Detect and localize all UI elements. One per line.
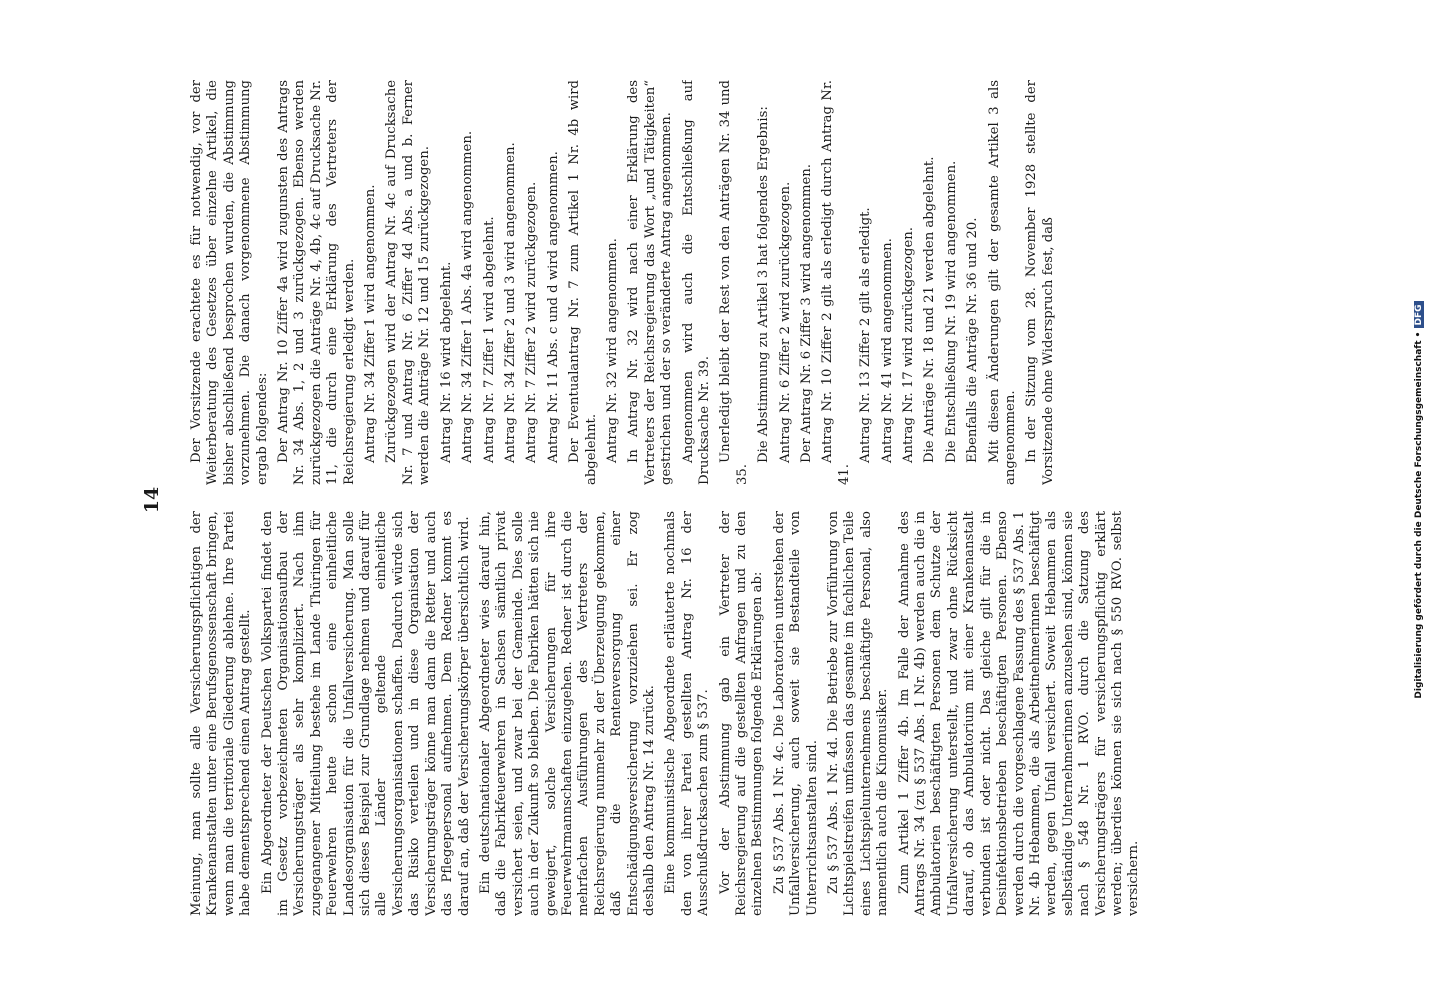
paragraph: Die Abstimmung zu Artikel 3 hat folgendes Ergebnis: — [756, 106, 772, 463]
paragraph: Antrag Nr. 7 Ziffer 2 wird zurückgezogen. — [524, 181, 540, 463]
paragraph: Meinung, man sollte alle Versicherungspflichtigen der Krankenanstalten unter eine Berufsgenossenschaft bringen, wenn man die territoriale Gliederung ablehne. Ihre Partei habe dementsprechend einen Antrag gestellt. — [189, 511, 254, 916]
paragraph: Antrag Nr. 7 Ziffer 1 wird abgelehnt. — [481, 216, 497, 463]
rotated-document-page — [117, 70, 1317, 930]
paragraph: Der Antrag Nr. 6 Ziffer 3 wird angenommen. — [799, 164, 814, 463]
paragraph: Eine kommunistische Abgeordnete erläuterte nochmals den von ihrer Partei gestellten Antrag Nr. 16 der Ausschußdrucksachen zum § 537. — [663, 511, 712, 916]
paragraph: Ein Abgeordneter der Deutschen Volkspartei findet den im Gesetz vorbezeichneten Organisationsaufbau der Versicherungsträger als sehr kompliziert. Nach ihm zugegangener Mitteilung bestehe im Lande Thüringen für Feuerwehren heute schon eine einheitliche Landesorganisation für die Unfallversicherung. Man solle sich dieses Beispiel zur Grundlage nehmen und darauf für alle Länder geltende einheitliche Versicherungsorganisationen schaffen. Dadurch würde sich das Risiko verteilen und in diese Organisation der Versicherungsträger könne man dann die Retter und auch das Pflegepersonal aufnehmen. Dem Redner kommt es darauf an, daß der Versicherungskörper übersichtlich wird. — [259, 511, 472, 916]
paragraph: Antrag Nr. 13 Ziffer 2 gilt als erledigt. — [858, 207, 874, 463]
paragraph: Unerledigt bleibt der Rest von den Anträgen Nr. 34 und 35. — [718, 80, 750, 485]
paragraph: Ebenfalls die Anträge Nr. 36 und 20. — [965, 217, 981, 463]
paragraph: Zum Artikel 1 Ziffer 4b. Im Falle der Annahme des Antrags Nr. 34 (zu § 537 Abs. 1 Nr. 4b) werden auch die in Ambulatorien beschäftigten Personen dem Schutze der Unfallversicherung unterstellt, und zwar ohne Rücksicht darauf, ob das Ambulatorium mit einer Krankenanstalt verbunden ist oder nicht. Das gleiche gilt für die in Desinfektionsbetrieben beschäftigten Personen. Ebenso werden durch die vorgeschlagene Fassung des § 537 Abs. 1 Nr. 4b Hebammen, die als Arbeitnehmerinnen beschäftigt werden, gegen Unfall versichert. Soweit Hebammen als selbständige Unternehmerinnen anzusehen sind, können sie nach § 548 Nr. 1 RVO. durch die Satzung des Versicherungsträgers für versicherungspflichtig erklärt werden; überdies können sie sich nach § 550 RVO. selbst versichern. — [896, 511, 1142, 916]
paragraph: Die Anträge Nr. 18 und 21 werden abgelehnt. — [922, 156, 938, 463]
paragraph: Zurückgezogen wird der Antrag Nr. 4c auf Drucksache Nr. 7 und Antrag Nr. 6 Ziffer 4d Abs. a und b. Ferner werden die Anträge Nr. 12 und 15 zurückgezogen. — [384, 80, 433, 485]
paragraph: Zu § 537 Abs. 1 Nr. 4c. Die Laboratorien unterstehen der Unfallversicherung, auch soweit sie Bestandteile von Unterrichtsanstalten sind. — [771, 511, 820, 916]
page-number: 14 — [141, 486, 163, 514]
paragraph: Der Antrag Nr. 10 Ziffer 4a wird zugunsten des Antrags Nr. 34 Abs. 1, 2 und 3 zurückgezogen. Ebenso werden zurückgezogen die Anträge Nr. 4, 4b, 4c auf Drucksache Nr. 11, die durch eine Erklärung des Vertreters der Reichsregierung erledigt werden. — [276, 80, 357, 485]
digitization-credit — [1414, 140, 1428, 860]
paragraph: Vor der Abstimmung gab ein Vertreter der Reichsregierung auf die gestellten Anfragen und zu den einzelnen Bestimmungen folgende Erklärungen ab: — [717, 511, 766, 916]
dfg-logo: DFG — [1414, 301, 1424, 328]
paragraph: Der Eventualantrag Nr. 7 zum Artikel 1 Nr. 4b wird abgelehnt. — [567, 80, 599, 485]
right-text-column — [189, 80, 1299, 485]
paragraph: Antrag Nr. 16 wird abgelehnt. — [438, 261, 454, 463]
paragraph: Die Entschließung Nr. 19 wird angenommen. — [943, 160, 959, 463]
paragraph: Antrag Nr. 17 wird zurückgezogen. — [901, 227, 917, 463]
paragraph: Zu § 537 Abs. 1 Nr. 4d. Die Betriebe zur Vorführung von Lichtspielstreifen umfassen das gesamte im fachlichen Teile eines Lichtspielunternehmens beschäftigte Personal, also namentlich auch die Kinomusiker. — [826, 511, 891, 916]
paragraph: Ein deutschnationaler Abgeordneter wies darauf hin, daß die Fabrikfeuerwehren in Sachsen sämtlich privat versichert seien, und zwar bei der Gemeinde. Dies solle auch in der Zukunft so bleiben. Die Fabriken hätten sich nie geweigert, solche Versicherungen für ihre Feuerwehrmannschaften einzugehen. Redner ist durch die mehrfachen Ausführungen des Vertreters der Reichsregierung nunmehr zu der Überzeugung gekommen, daß die Rentenversorgung einer Entschädigungsversicherung vorzuziehen sei. Er zog deshalb den Antrag Nr. 14 zurück. — [477, 511, 657, 916]
paragraph: Antrag Nr. 10 Ziffer 2 gilt als erledigt durch Antrag Nr. 41. — [820, 80, 852, 485]
paragraph: Mit diesen Änderungen gilt der gesamte Artikel 3 als angenommen. — [986, 80, 1019, 485]
paragraph: Antrag Nr. 34 Ziffer 1 wird angenommen. — [363, 184, 379, 463]
paragraph: Antrag Nr. 41 wird angenommen. — [879, 238, 895, 463]
paragraph: Antrag Nr. 6 Ziffer 2 wird zurückgezogen. — [777, 181, 793, 463]
paragraph: Antrag Nr. 34 Ziffer 2 und 3 wird angenommen. — [502, 142, 518, 463]
paragraph: In Antrag Nr. 32 wird nach einer Erklärung des Vertreters der Reichsregierung das Wort „und Tätigkeiten“ gestrichen und der so veränderte Antrag angenommen. — [626, 80, 675, 485]
left-text-column — [189, 511, 1299, 916]
paragraph: In der Sitzung vom 28. November 1928 stellte der Vorsitzende ohne Widerspruch fest, daß — [1024, 80, 1056, 485]
paragraph: Angenommen wird auch die Entschließung auf Drucksache Nr. 39. — [680, 80, 712, 485]
paragraph: Antrag Nr. 32 wird angenommen. — [604, 238, 620, 463]
paragraph: Der Vorsitzende erachtete es für notwendig, vor der Weiterberatung des Gesetzes über einzelne Artikel, die bisher abschließend besprochen wurden, die Abstimmung vorzunehmen. Die danach vorgenommene Abstimmung ergab folgendes: — [189, 80, 270, 485]
paragraph: Antrag Nr. 34 Ziffer 1 Abs. 4a wird angenommen. — [460, 130, 476, 463]
credit-text: Digitalisierung gefördert durch die Deutsche Forschungsgemeinschaft • — [1414, 331, 1424, 699]
paragraph: Antrag Nr. 11 Abs. c und d wird angenommen. — [545, 151, 561, 463]
